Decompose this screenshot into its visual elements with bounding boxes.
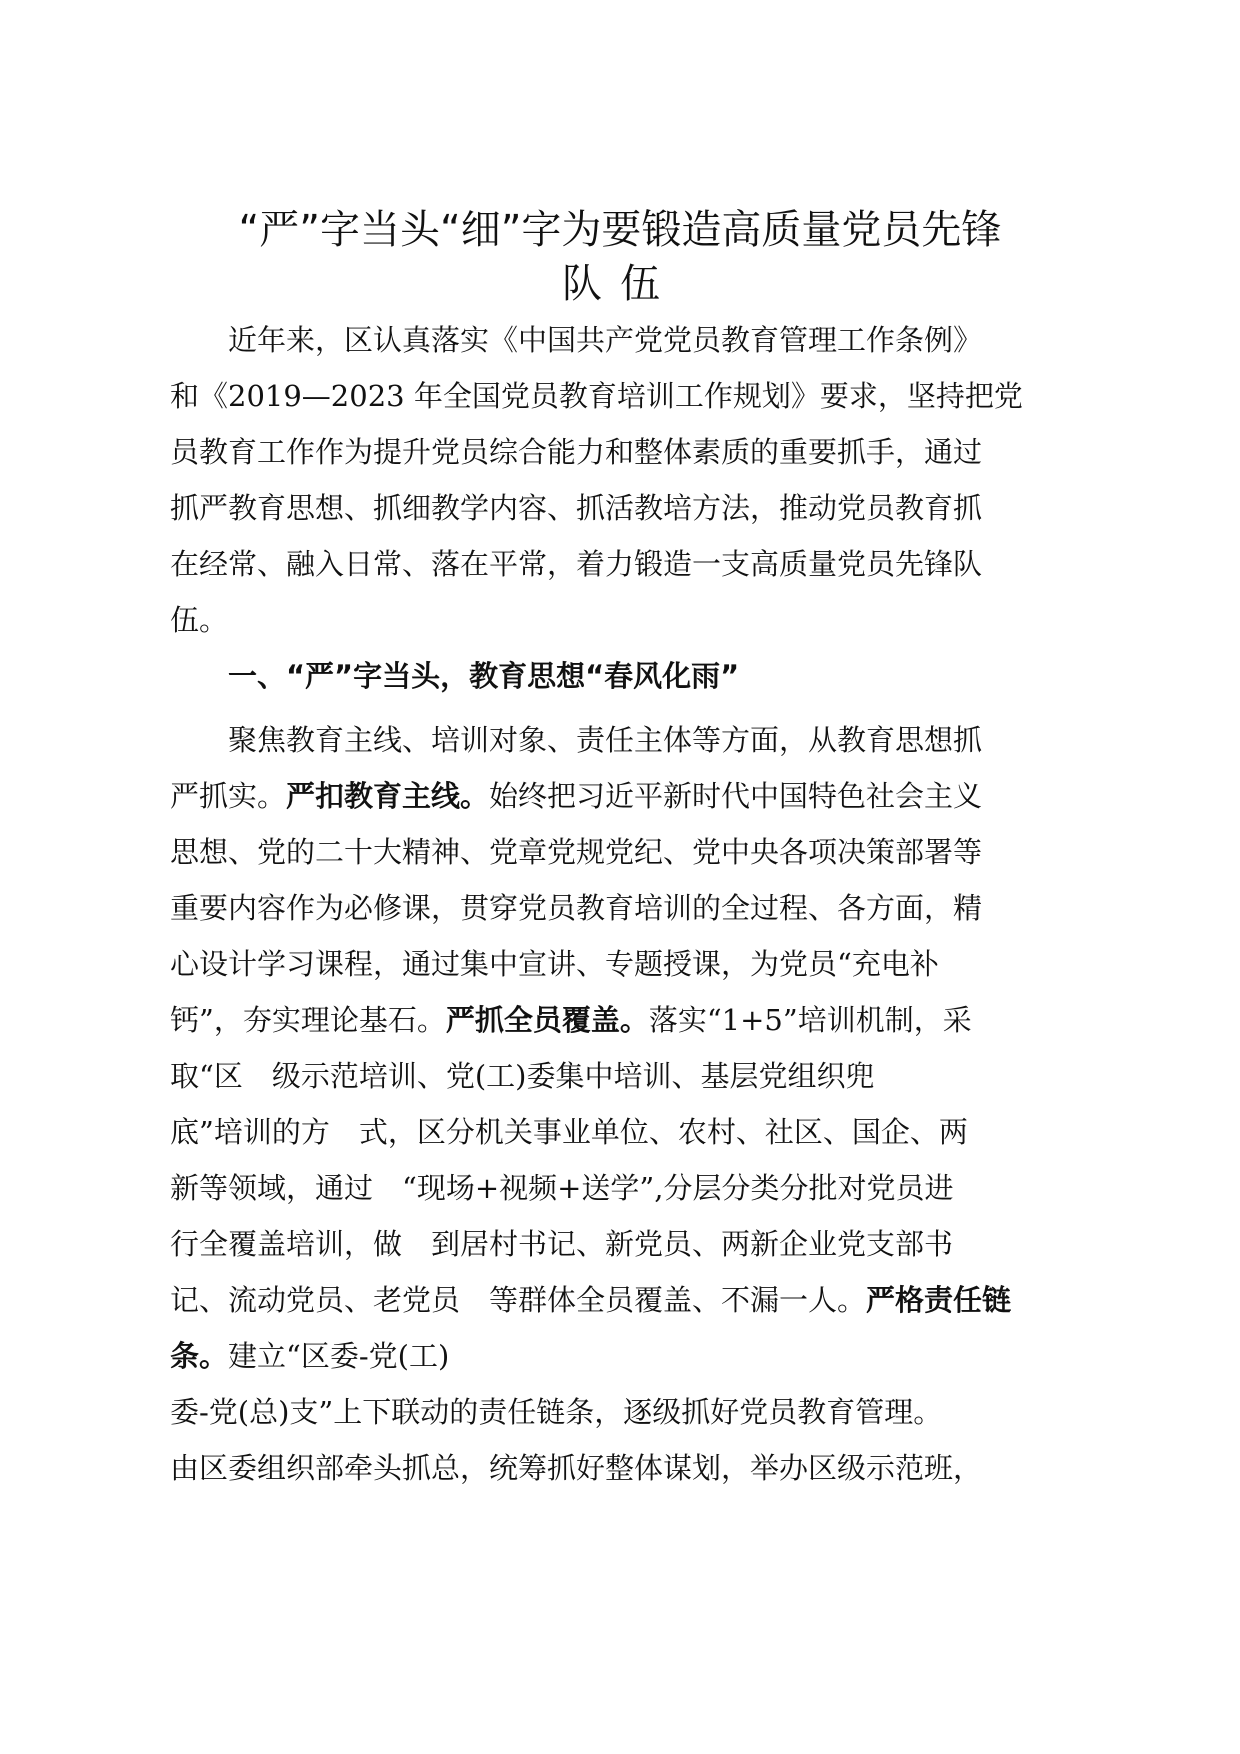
body-line: 重要内容作为必修课，贯穿党员教育培训的全过程、各方面，精 [170, 891, 983, 925]
intro-line: 抓严教育思想、抓细教学内容、抓活教培方法，推动党员教育抓 [170, 491, 983, 525]
body-text: 记、流动党员、老党员 等群体全员覆盖、不漏一人。 [170, 1283, 867, 1317]
body-line: 委-党(总)支”上下联动的责任链条，逐级抓好党员教育管理。 [170, 1395, 943, 1429]
intro-line: 员教育工作作为提升党员综合能力和整体素质的重要抓手，通过 [170, 435, 983, 469]
body-line [170, 992, 1100, 1048]
body-line: 由区委组织部牵头抓总，统筹抓好整体谋划，举办区级示范班， [170, 1451, 983, 1485]
body-text: 建立“区委-党(工) [228, 1339, 450, 1373]
body-text: 钙”，夯实理论基石。 [170, 1003, 446, 1037]
body-line: 底”培训的方 式，区分机关事业单位、农村、社区、国企、两 [170, 1115, 968, 1149]
body-line [170, 1328, 1100, 1384]
document-title-line2: 队伍 [562, 261, 678, 307]
emphasis-text: 严抓全员覆盖。 [445, 1003, 649, 1037]
body-line: 新等领域，通过 “现场+视频+送学”,分层分类分批对党员进 [170, 1171, 954, 1205]
body-text: 落实“1+5”培训机制，采 [648, 1003, 972, 1037]
body-text: 始终把习近平新时代中国特色社会主义 [489, 779, 983, 813]
intro-line: 和《2019—2023 年全国党员教育培训工作规划》要求，坚持把党 [170, 379, 1023, 413]
body-line [170, 768, 1100, 824]
emphasis-text: 严扣教育主线。 [286, 779, 490, 813]
body-line: 行全覆盖培训，做 到居村书记、新党员、两新企业党支部书 [170, 1227, 954, 1261]
section-heading: 一、“严”字当头，教育思想“春风化雨” [228, 659, 740, 693]
body-line: 取“区 级示范培训、党(工)委集中培训、基层党组织兜 [170, 1059, 875, 1093]
intro-line: 在经常、融入日常、落在平常，着力锻造一支高质量党员先锋队 [170, 547, 983, 581]
intro-line: 伍。 [170, 603, 229, 637]
emphasis-text: 严格责任链 [866, 1283, 1012, 1317]
document-title-line1: “严”字当头“细”字为要锻造高质量党员先锋 [238, 207, 1002, 253]
body-text: 严抓实。 [170, 779, 287, 813]
body-line: 聚焦教育主线、培训对象、责任主体等方面，从教育思想抓 [170, 723, 983, 757]
body-line [170, 1272, 1100, 1328]
body-line: 思想、党的二十大精神、党章党规党纪、党中央各项决策部署等 [170, 835, 983, 869]
body-line: 心设计学习课程，通过集中宣讲、专题授课，为党员“充电补 [170, 947, 939, 981]
emphasis-text: 条。 [170, 1339, 229, 1373]
intro-line: 近年来，区认真落实《中国共产党党员教育管理工作条例》 [170, 323, 983, 357]
